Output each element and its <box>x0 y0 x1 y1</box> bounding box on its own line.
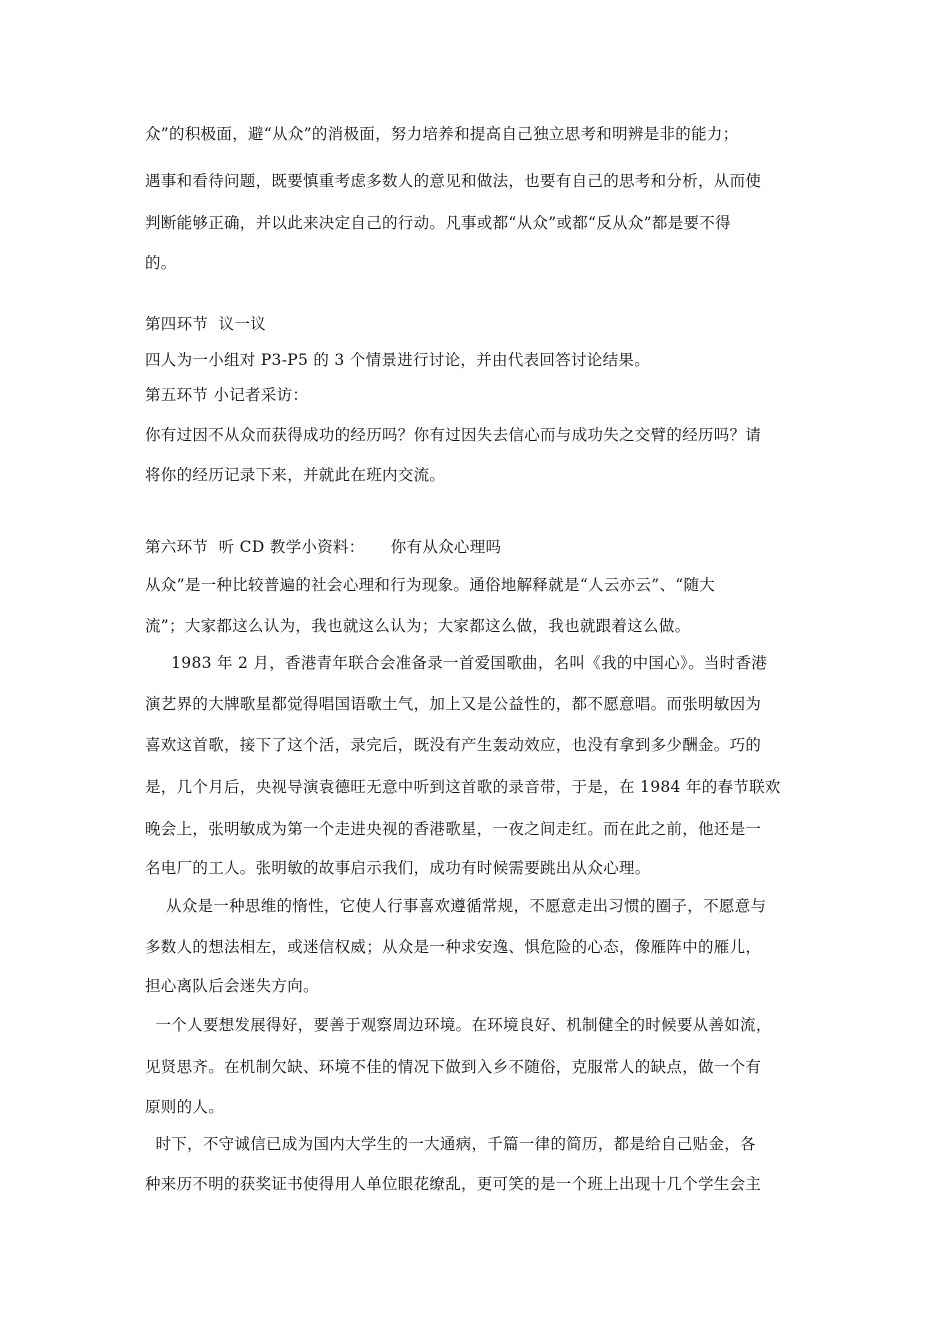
section-heading: 第六环节 听 CD 教学小资料： 你有从众心理吗 <box>145 538 502 556</box>
text-line: 见贤思齐。在机制欠缺、环境不佳的情况下做到入乡不随俗，克服常人的缺点，做一个有 <box>145 1058 762 1076</box>
text-line: 原则的人。 <box>145 1098 225 1116</box>
text-line: 1983 年 2 月，香港青年联合会准备录一首爱国歌曲，名叫《我的中国心》。当时香港 <box>145 654 768 672</box>
text-line: 判断能够正确，并以此来决定自己的行动。凡事或都“从众”或都“反从众”都是要不得 <box>145 214 731 232</box>
text-line: 你有过因不从众而获得成功的经历吗？你有过因失去信心而与成功失之交臂的经历吗？请 <box>145 426 762 444</box>
text-line: 名电厂的工人。张明敏的故事启示我们，成功有时候需要跳出从众心理。 <box>145 859 651 877</box>
text-line: 的。 <box>145 254 177 272</box>
text-line: 四人为一小组对 P3-P5 的 3 个情景进行讨论，并由代表回答讨论结果。 <box>145 351 650 369</box>
text-line: 种来历不明的获奖证书使得用人单位眼花缭乱，更可笑的是一个班上出现十几个学生会主 <box>145 1175 762 1193</box>
text-line: 多数人的想法相左，或迷信权威；从众是一种求安逸、惧危险的心态，像雁阵中的雁儿， <box>145 938 762 956</box>
text-line: 是，几个月后，央视导演袁德旺无意中听到这首歌的录音带，于是，在 1984 年的春节联欢 <box>145 778 781 796</box>
text-line: 流”；大家都这么认为，我也就这么认为；大家都这么做，我也就跟着这么做。 <box>145 617 691 635</box>
text-line: 晚会上，张明敏成为第一个走进央视的香港歌星，一夜之间走红。而在此之前，他还是一 <box>145 820 762 838</box>
text-line: 喜欢这首歌，接下了这个活，录完后，既没有产生轰动效应，也没有拿到多少酬金。巧的 <box>145 736 762 754</box>
text-line: 时下，不守诚信已成为国内大学生的一大通病，千篇一律的简历，都是给自己贴金，各 <box>145 1135 756 1153</box>
text-line: 担心离队后会迷失方向。 <box>145 977 319 995</box>
text-line: 众”的积极面，避“从众”的消极面，努力培养和提高自己独立思考和明辨是非的能力； <box>145 125 739 143</box>
text-line: 一个人要想发展得好，要善于观察周边环境。在环境良好、机制健全的时候要从善如流， <box>145 1016 772 1034</box>
text-line: 演艺界的大牌歌星都觉得唱国语歌土气，加上又是公益性的，都不愿意唱。而张明敏因为 <box>145 695 762 713</box>
text-line: 将你的经历记录下来，并就此在班内交流。 <box>145 466 446 484</box>
section-heading: 第五环节 小记者采访： <box>145 386 309 404</box>
text-line: 遇事和看待问题，既要慎重考虑多数人的意见和做法，也要有自己的思考和分析，从而使 <box>145 172 762 190</box>
section-heading: 第四环节 议一议 <box>145 315 267 333</box>
text-line: 从众”是一种比较普遍的社会心理和行为现象。通俗地解释就是“人云亦云”、“随大 <box>145 576 716 594</box>
text-line: 从众是一种思维的惰性，它使人行事喜欢遵循常规，不愿意走出习惯的圈子，不愿意与 <box>145 897 767 915</box>
